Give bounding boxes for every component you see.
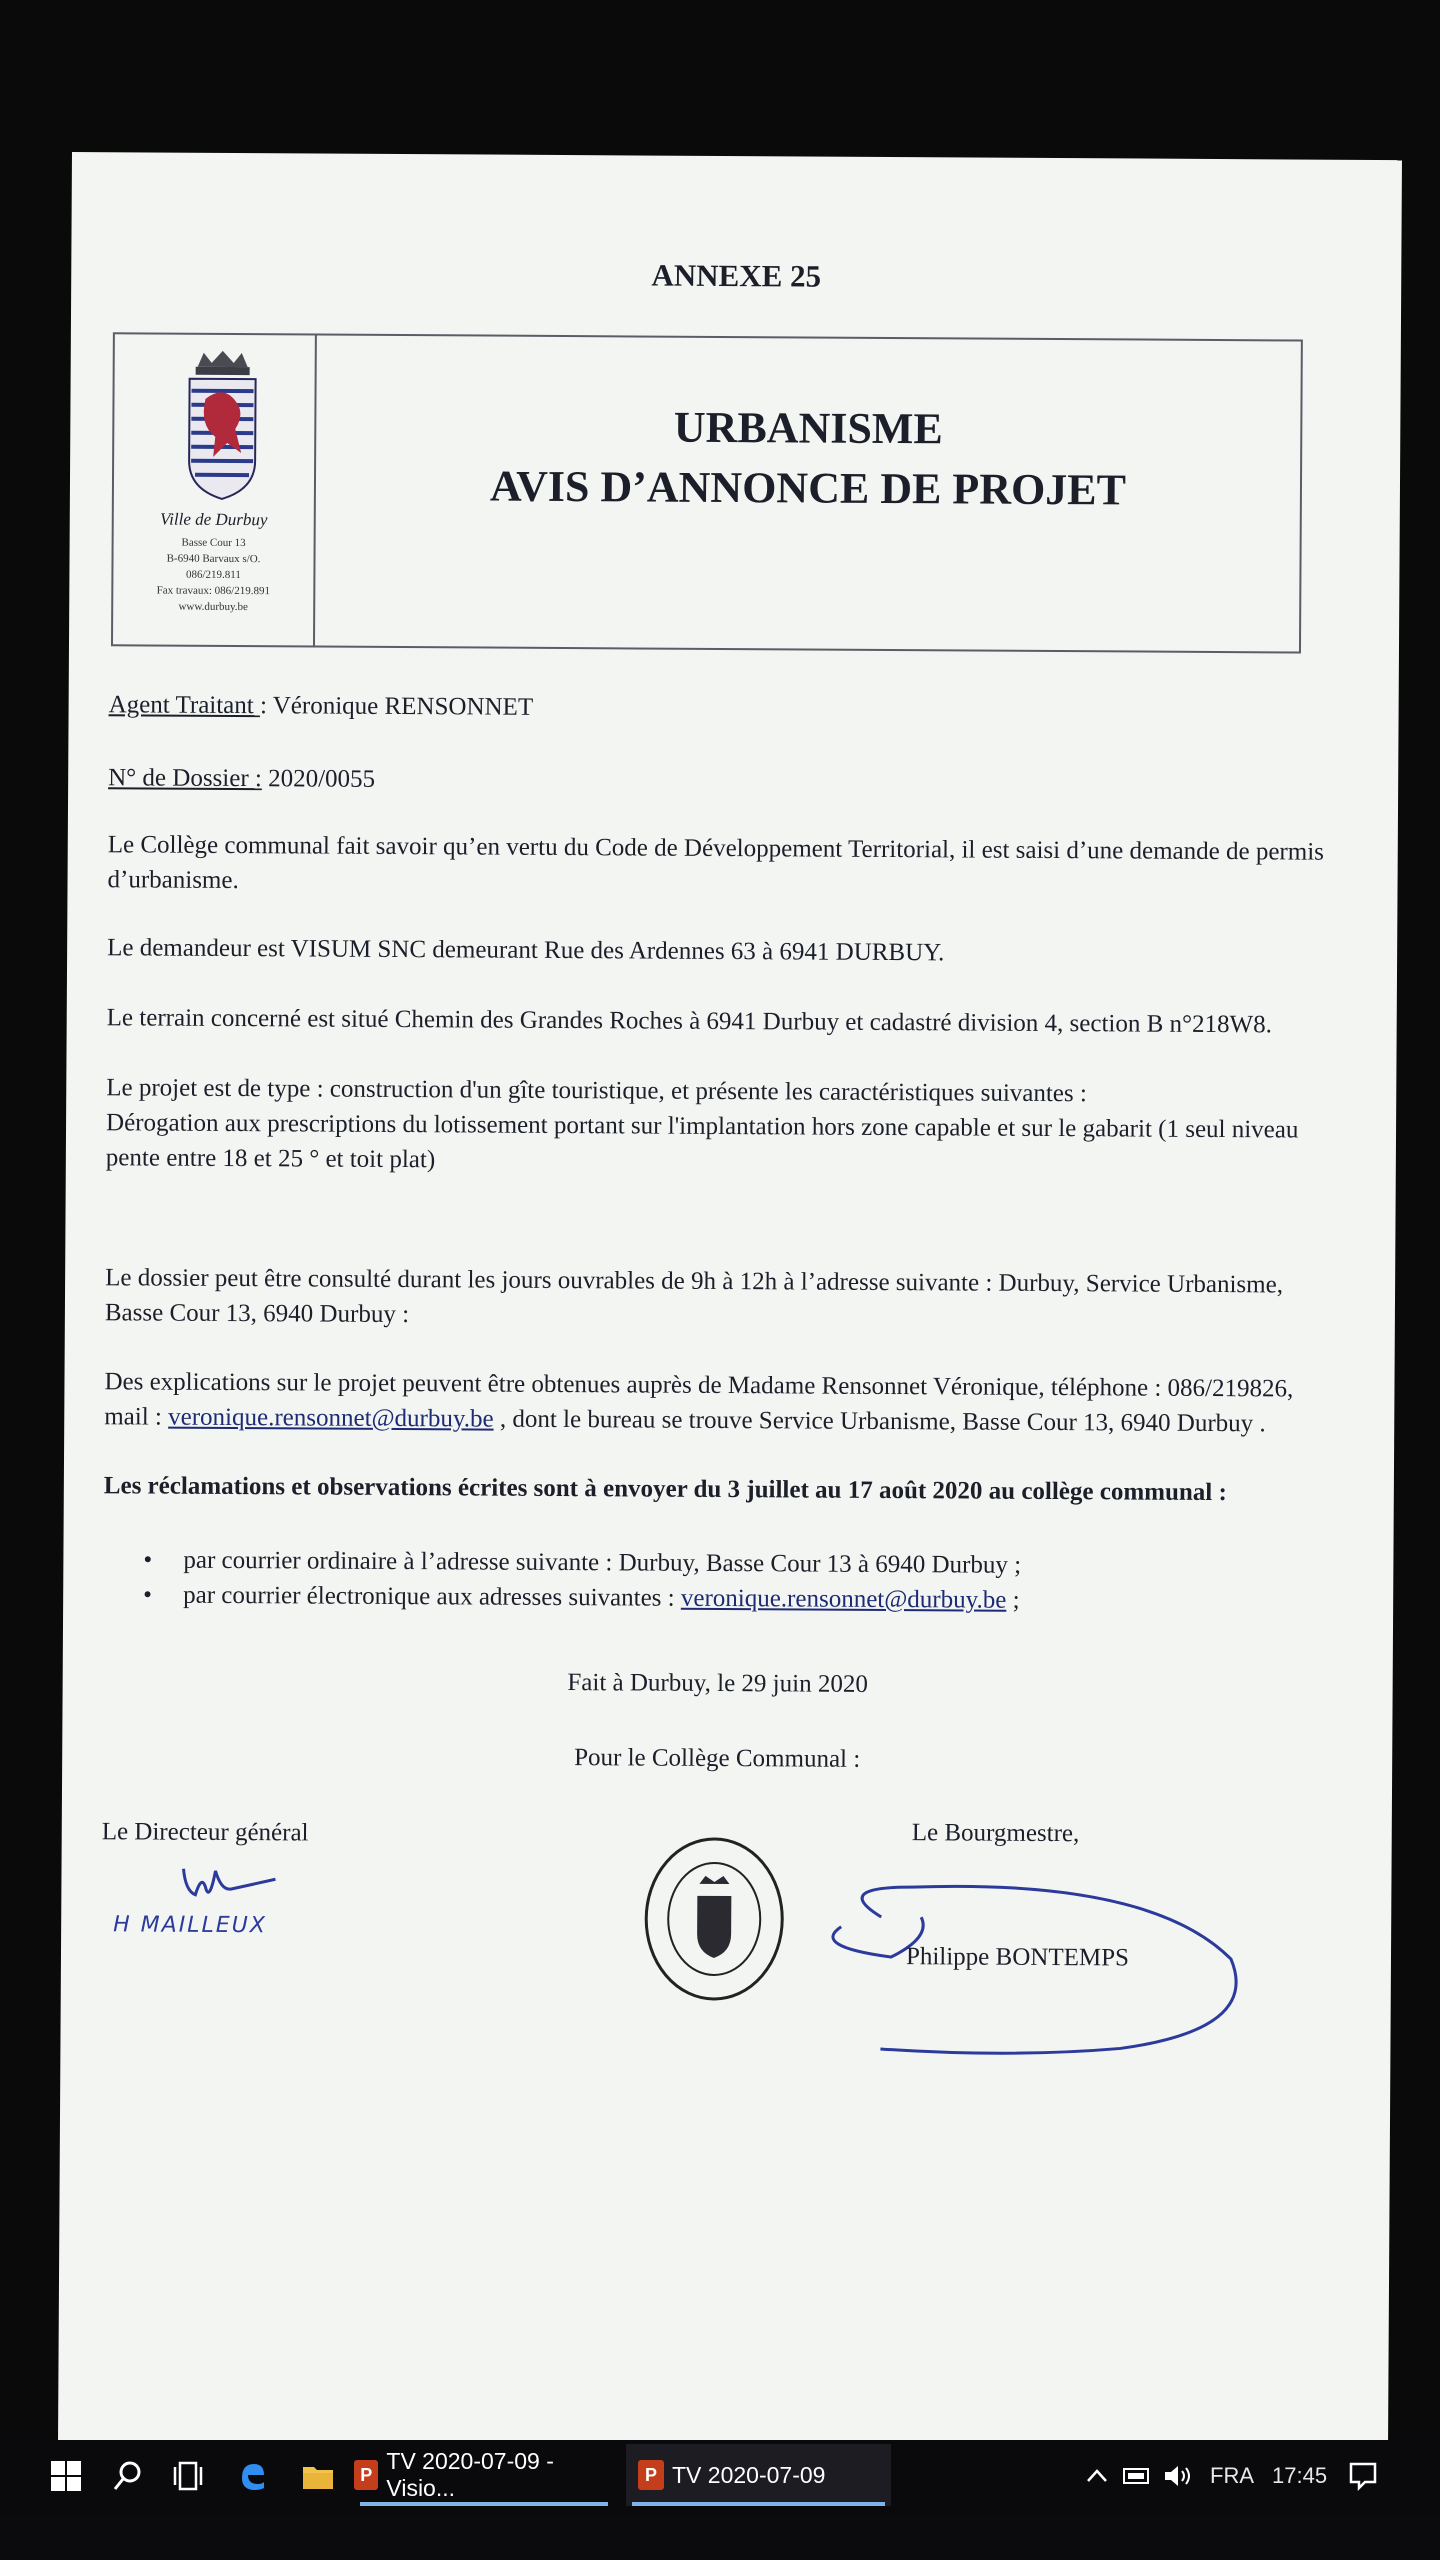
edge-icon [236, 2460, 268, 2492]
date-place: Fait à Durbuy, le 29 juin 2020 [567, 1669, 868, 1698]
agent-line [109, 687, 1339, 730]
directeur-signature-name: H MAILLEUX [113, 1912, 267, 1939]
taskbar-app-visio[interactable] [354, 2444, 614, 2506]
notification-icon [1348, 2461, 1378, 2491]
show-hidden-icons-button[interactable] [1085, 2454, 1109, 2498]
speaker-icon [1162, 2463, 1194, 2489]
bullet-text: par courrier électronique aux adresses suivantes : [183, 1581, 681, 1612]
directeur-signature-icon [171, 1861, 301, 1912]
dossier-line [108, 760, 1338, 803]
college-label: Pour le Collège Communal : [574, 1744, 861, 1773]
bourgmestre-name: Philippe BONTEMPS [905, 1943, 1130, 1972]
network-button[interactable] [1122, 2454, 1152, 2498]
title-line: AVIS D’ANNONCE DE PROJET [489, 461, 1127, 515]
reclamation-methods [103, 1542, 1333, 1620]
dossier-label: N° de Dossier : [108, 764, 262, 793]
agent-value: : Véronique RENSONNET [259, 692, 534, 721]
task-view-icon [172, 2460, 204, 2492]
bullet-email-link[interactable]: veronique.rensonnet@durbuy.be [680, 1584, 1007, 1614]
search-icon [112, 2460, 144, 2492]
bullet-item-email [183, 1578, 1333, 1620]
dossier-value: 2020/0055 [261, 765, 376, 793]
language-indicator[interactable]: FRA [1210, 2463, 1254, 2488]
paragraph-applicant: Le demandeur est VISUM SNC demeurant Rue des Ardennes 63 à 6941 DURBUY. [107, 934, 945, 967]
volume-button[interactable] [1162, 2454, 1194, 2498]
powerpoint-slideshow-icon: P [638, 2460, 664, 2490]
address-line: Fax travaux: 086/219.891 [156, 584, 271, 598]
paragraph-intro: Le Collège communal fait savoir qu’en vertu du Code de Développement Territorial, il est saisi d’une demande de permis d’urbanisme. [107, 831, 1325, 895]
paragraph-land: Le terrain concerné est situé Chemin des Grandes Roches à 6941 Durbuy et cadastré division 4, section B n°218W8. [106, 1004, 1273, 1039]
active-indicator [632, 2502, 885, 2506]
document-page [58, 152, 1402, 2450]
bullet-text-end: ; [1006, 1586, 1020, 1614]
action-center-button[interactable] [1348, 2454, 1378, 2498]
clock[interactable]: 17:45 [1272, 2463, 1328, 2488]
paragraph-contact [104, 1364, 1334, 1442]
network-icon [1122, 2465, 1152, 2487]
task-view-button[interactable] [170, 2454, 206, 2498]
windows-logo-icon [50, 2460, 82, 2492]
annex-label: ANNEXE 25 [651, 257, 822, 294]
search-button[interactable] [110, 2454, 146, 2498]
powerpoint-icon: P [354, 2460, 378, 2490]
coat-of-arms-icon [179, 349, 266, 502]
town-crest-column [113, 334, 317, 645]
town-address [113, 534, 313, 615]
project-characteristics: Dérogation aux prescriptions du lotissement portant sur l'implantation hors zone capable et sur le gabarit (1 seul niveau pente entre 18 et 25 ° et toit plat) [105, 1109, 1299, 1174]
taskbar-app-slideshow[interactable] [626, 2444, 891, 2506]
contact-email-link[interactable]: veronique.rensonnet@durbuy.be [168, 1403, 494, 1433]
active-indicator [360, 2502, 608, 2506]
address-line: Basse Cour 13 [181, 536, 246, 550]
town-name: Ville de Durbuy [160, 509, 268, 530]
contact-text-end: , dont le bureau se trouve Service Urbanisme, Basse Cour 13, 6940 Durbuy . [493, 1405, 1266, 1438]
directeur-label: Le Directeur général [101, 1818, 309, 1847]
reclamations-heading: Les réclamations et observations écrites sont à envoyer du 3 juillet au 17 août 2020 au collège communal : [103, 1472, 1227, 1507]
contact-text: Des explications sur le projet peuvent être obtenues auprès de Madame Rensonnet Véronique, téléphone : 086/219826, mail : [104, 1368, 1294, 1431]
address-line: www.durbuy.be [178, 600, 248, 614]
bourgmestre-label: Le Bourgmestre, [911, 1819, 1080, 1848]
folder-icon [301, 2461, 335, 2491]
taskbar-app-label: TV 2020-07-09 [672, 2461, 826, 2488]
edge-browser-button[interactable] [234, 2454, 270, 2498]
address-line: 086/219.811 [185, 568, 241, 582]
paragraph-consultation: Le dossier peut être consulté durant les jours ouvrables de 9h à 12h à l’adresse suivante : Durbuy, Service Urbanisme, Basse Cour 13, 6940 Durbuy : [104, 1264, 1284, 1329]
chevron-up-icon [1085, 2466, 1109, 2486]
bullet-item-postal: • par courrier ordinaire à l’adresse suivante : Durbuy, Basse Cour 13 à 6940 Durbuy ; [183, 1543, 1333, 1585]
taskbar-app-label: TV 2020-07-09 - Visio... [386, 2448, 554, 2501]
paragraph-project [106, 1070, 1337, 1183]
project-type: Le projet est de type : construction d'un gîte touristique, et présente les caractéristiques suivantes : [106, 1074, 1087, 1108]
title-line: URBANISME [673, 402, 943, 454]
start-button[interactable] [48, 2454, 84, 2498]
document-title [316, 395, 1301, 521]
windows-taskbar [0, 2440, 1440, 2560]
agent-label: Agent Traitant [108, 691, 261, 720]
header-box [111, 332, 1303, 653]
address-line: B-6940 Barvaux s/O. [166, 552, 261, 566]
file-explorer-button[interactable] [300, 2454, 336, 2498]
municipal-stamp-icon [639, 1833, 790, 2004]
